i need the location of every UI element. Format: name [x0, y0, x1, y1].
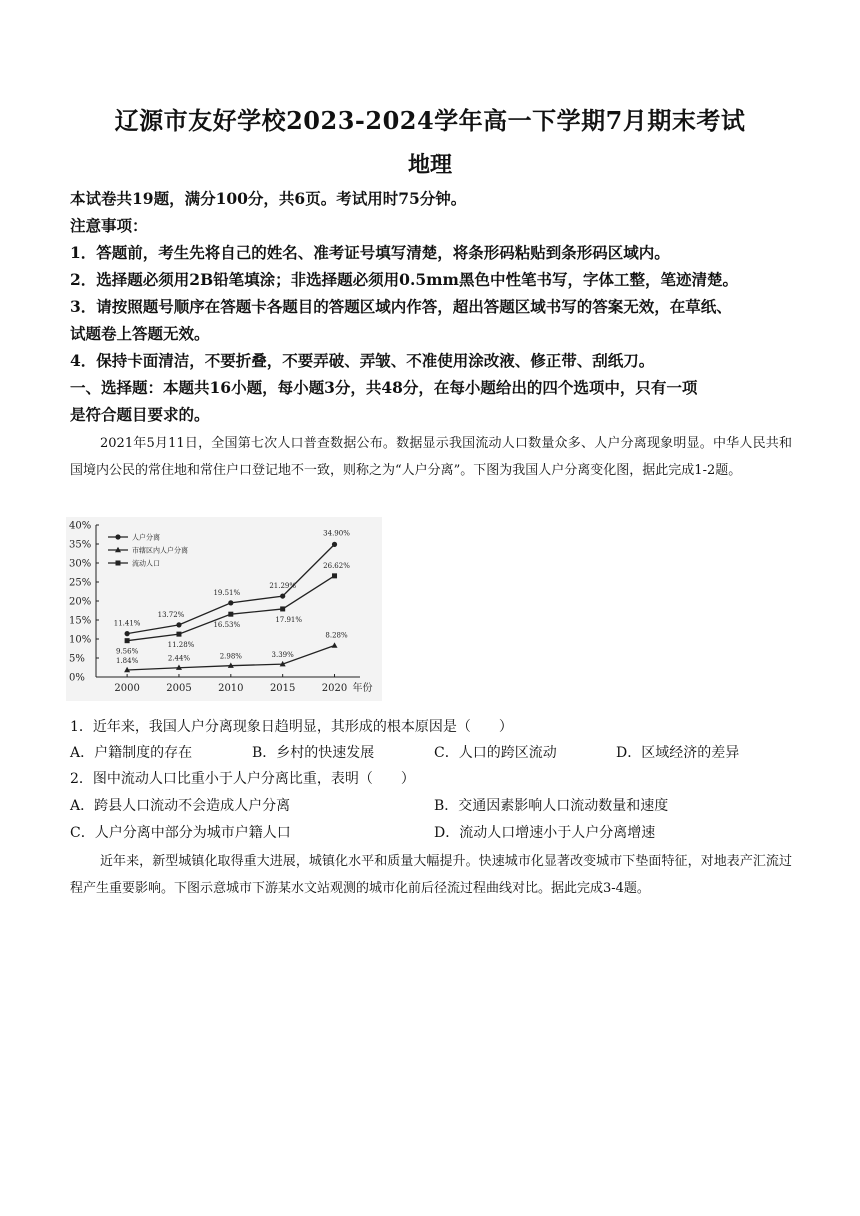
line-chart	[66, 517, 382, 701]
data-point	[332, 573, 337, 578]
notice-heading: 注意事项：	[70, 216, 148, 235]
series-line	[127, 576, 334, 641]
q2-option-b[interactable]: B．交通因素影响人口流动数量和速度	[434, 798, 669, 814]
y-tick-label: 5%	[69, 653, 85, 665]
q1-option-a[interactable]: A．户籍制度的存在	[70, 745, 193, 761]
passage-2: 近年来，新型城镇化取得重大进展，城镇化水平和质量大幅提升。快速城市化显著改变城市下垫面特征，对地表产汇流过程产生重要影响。下图示意城市下游某水文站观测的城市化前后径流过程曲线对比。据此完成3-4题。	[70, 854, 792, 896]
q2-option-a[interactable]: A．跨县人口流动不会造成人户分离	[70, 798, 291, 814]
section-heading: 一、选择题：本题共16小题，每小题3分，共48分，在每小题给出的四个选项中，只有一项	[70, 378, 698, 397]
data-label: 3.39%	[271, 651, 294, 660]
notice-item-1: 1．答题前，考生先将自己的姓名、准考证号填写清楚，将条形码粘贴到条形码区域内。	[70, 243, 670, 262]
data-label: 19.51%	[213, 588, 241, 597]
q1-option-c[interactable]: C．人口的跨区流动	[434, 745, 557, 761]
exam-title: 辽源市友好学校2023-2024学年高一下学期7月期末考试	[114, 106, 746, 135]
section-heading-cont: 是符合题目要求的。	[70, 405, 210, 424]
y-tick-label: 30%	[69, 558, 92, 570]
y-tick-label: 40%	[69, 520, 92, 532]
x-axis-label: 年份	[352, 683, 373, 694]
x-tick-label: 2000	[114, 683, 140, 694]
x-tick-label: 2015	[269, 683, 296, 694]
data-label: 9.56%	[115, 647, 139, 656]
data-point	[332, 642, 338, 647]
data-label: 11.41%	[113, 619, 141, 628]
y-tick-label: 10%	[69, 634, 92, 646]
exam-subject: 地理	[407, 152, 452, 178]
y-tick-label: 0%	[69, 672, 85, 684]
passage-1: 2021年5月11日，全国第七次人口普查数据公布。数据显示我国流动人口数量众多、人户分离现象明显。中华人民共和国境内公民的常住地和常住户口登记地不一致，则称之为“人户分离”。下图为我国人户分离变化图，据此完成1-2题。	[70, 436, 792, 478]
legend-label: 流动人口	[132, 559, 160, 568]
question-2-stem: 2．图中流动人口比重小于人户分离比重，表明（ ）	[70, 771, 415, 787]
x-tick-label: 2020	[321, 683, 348, 694]
data-point	[280, 606, 285, 611]
data-label: 21.29%	[269, 582, 297, 591]
data-label: 11.28%	[167, 641, 195, 650]
legend-marker	[116, 561, 121, 566]
notice-item-3: 3．请按照题号顺序在答题卡各题目的答题区域内作答，超出答题区域书写的答案无效，在草纸、	[70, 297, 732, 316]
data-point	[176, 632, 181, 637]
x-tick-label: 2005	[166, 683, 192, 694]
notice-item-3-cont: 试题卷上答题无效。	[70, 324, 210, 343]
x-tick-label: 2010	[218, 683, 244, 694]
population-chart	[66, 517, 382, 701]
notice-item-4: 4．保持卡面清洁，不要折叠，不要弄破、弄皱、不准使用涂改液、修正带、刮纸刀。	[70, 351, 655, 370]
data-label: 13.72%	[157, 610, 185, 619]
y-tick-label: 35%	[69, 539, 92, 551]
legend-label: 人户分离	[132, 533, 160, 542]
data-point	[228, 600, 233, 605]
q1-option-b[interactable]: B．乡村的快速发展	[252, 745, 375, 761]
y-tick-label: 15%	[69, 615, 92, 627]
legend-marker	[115, 534, 120, 539]
data-point	[228, 612, 233, 617]
data-label: 8.28%	[325, 631, 348, 640]
notice-item-2: 2．选择题必须用2B铅笔填涂；非选择题必须用0.5mm黑色中性笔书写，字体工整，笔迹清楚。	[70, 270, 738, 289]
exam-intro: 本试卷共19题，满分100分，共6页。考试用时75分钟。	[70, 189, 467, 208]
data-point	[125, 638, 130, 643]
y-tick-label: 20%	[69, 596, 92, 608]
data-label: 34.90%	[323, 529, 350, 538]
data-label: 16.53%	[213, 621, 241, 630]
question-1-stem: 1．近年来，我国人户分离现象日趋明显，其形成的根本原因是（ ）	[70, 719, 513, 735]
data-label: 2.44%	[167, 654, 191, 663]
q1-option-d[interactable]: D．区域经济的差异	[616, 745, 740, 761]
data-label: 26.62%	[323, 561, 350, 570]
data-point	[332, 542, 337, 547]
q2-option-d[interactable]: D．流动人口增速小于人户分离增速	[434, 825, 656, 841]
legend-label: 市辖区内人户分离	[132, 546, 188, 555]
y-tick-label: 25%	[69, 577, 92, 589]
data-label: 17.91%	[275, 615, 303, 624]
data-point	[176, 622, 181, 627]
data-label: 2.98%	[219, 652, 242, 661]
q2-option-c[interactable]: C．人户分离中部分为城市户籍人口	[70, 825, 291, 841]
data-point	[280, 593, 285, 598]
data-point	[125, 631, 130, 636]
data-label: 1.84%	[115, 657, 139, 666]
